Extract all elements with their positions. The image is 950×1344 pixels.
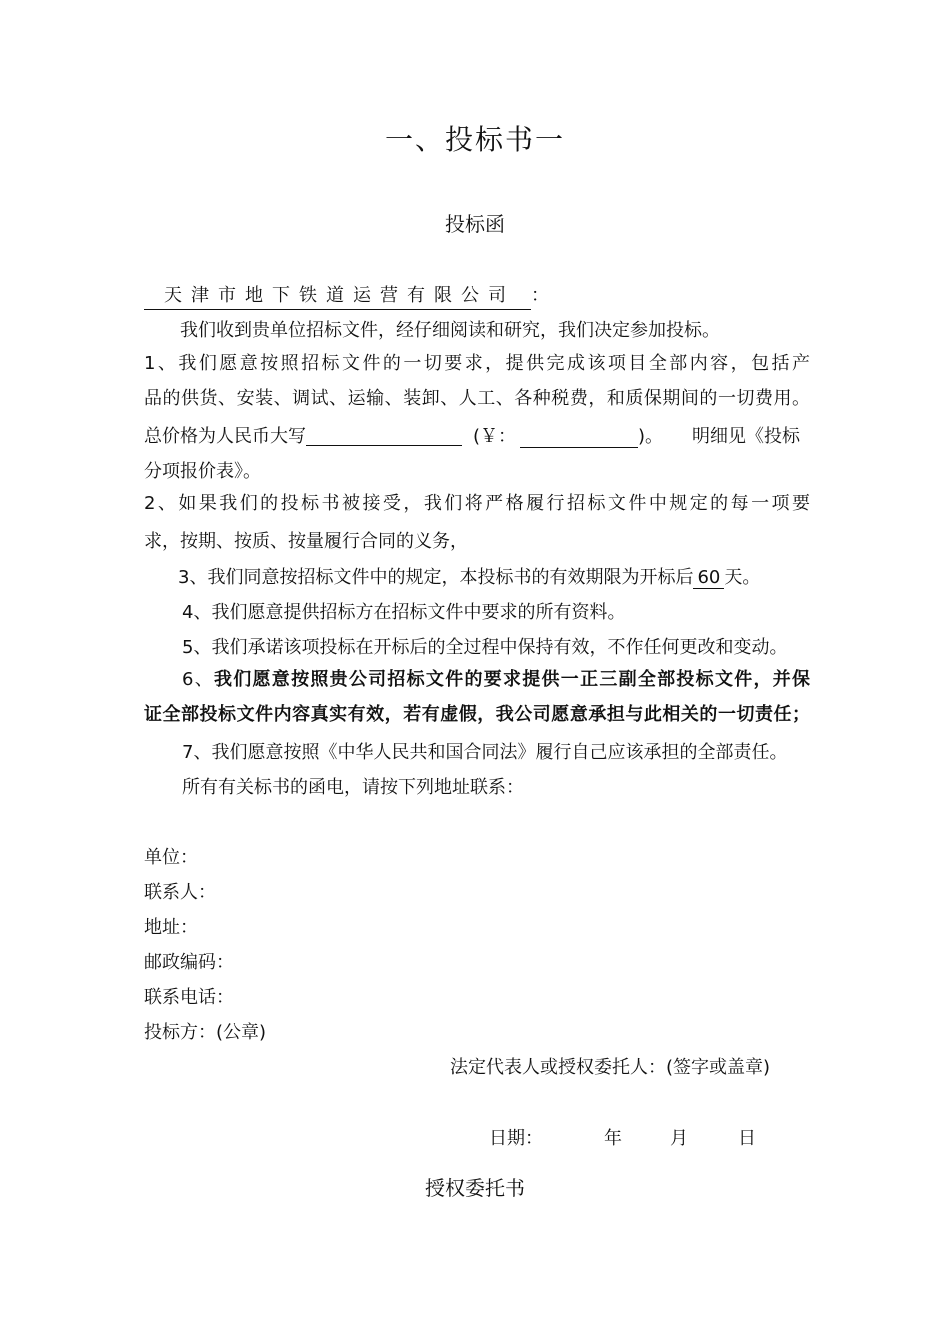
authorization-title: 授权委托书 <box>425 1176 525 1200</box>
date-month: 月 <box>670 1128 688 1149</box>
item1-line2: 品的供货、安装、调试、运输、装卸、人工、各种税费，和质保期间的一切费用。 <box>144 388 810 409</box>
signature-line: 法定代表人或授权委托人：(签字或盖章) <box>450 1057 771 1078</box>
item1-line4: 分项报价表》。 <box>144 461 261 482</box>
addressee-line <box>144 281 549 310</box>
date-year: 年 <box>604 1128 622 1149</box>
field-unit: 单位： <box>144 847 198 868</box>
addressee-name: 天津市地下铁道运营有限公司 <box>144 281 531 310</box>
item1-line3 <box>144 422 462 448</box>
price-figures <box>473 422 516 448</box>
item6-line1 <box>182 662 810 697</box>
item3-line <box>178 563 760 589</box>
item3-text: 3、我们同意按招标文件中的规定，本投标书的有效期限为开标后 <box>178 567 694 588</box>
field-postcode: 邮政编码： <box>144 952 234 973</box>
validity-days: 60 <box>693 567 724 589</box>
item6-line2: 证全部投标文件内容真实有效，若有虚假，我公司愿意承担与此相关的一切责任； <box>144 704 810 725</box>
price-figures-blank <box>520 426 638 448</box>
detail-reference: 明细见《投标 <box>692 426 800 447</box>
page-title: 一、投标书一 <box>384 123 565 156</box>
item2-line2: 求，按期、按质、按量履行合同的义务， <box>144 531 468 552</box>
field-bidder-seal: 投标方：(公章) <box>144 1022 267 1043</box>
price-label: 总价格为人民币大写 <box>144 426 306 447</box>
contact-intro: 所有有关标书的函电，请按下列地址联系： <box>182 777 524 798</box>
price-close: )。 <box>638 426 664 447</box>
intro-paragraph: 我们收到贵单位招标文件，经仔细阅读和研究，我们决定参加投标。 <box>180 320 720 341</box>
item7-line: 7、我们愿意按照《中华人民共和国合同法》履行自己应该承担的全部责任。 <box>182 742 788 763</box>
item6-text: 我们愿意按照贵公司招标文件的要求提供一正三副全部投标文件，并保 <box>214 669 811 690</box>
field-phone: 联系电话： <box>144 987 234 1008</box>
item2-line1: 2、如果我们的投标书被接受，我们将严格履行招标文件中规定的每一项要 <box>144 493 810 514</box>
date-label: 日期： <box>489 1128 543 1149</box>
item5-line: 5、我们承诺该项投标在开标后的全过程中保持有效，不作任何更改和变动。 <box>182 637 788 658</box>
field-address: 地址： <box>144 917 198 938</box>
field-contact-person: 联系人： <box>144 882 216 903</box>
addressee-colon: ： <box>531 285 549 306</box>
price-figure-label: (￥： <box>473 426 517 447</box>
item1-line1: 1、我们愿意按照招标文件的一切要求，提供完成该项目全部内容，包括产 <box>144 353 810 374</box>
item3-unit: 天。 <box>724 567 761 588</box>
date-day: 日 <box>738 1128 756 1149</box>
price-words-blank <box>306 425 462 446</box>
item6-number: 6、 <box>182 669 214 690</box>
item4-line: 4、我们愿意提供招标方在招标文件中要求的所有资料。 <box>182 602 626 623</box>
letter-subtitle: 投标函 <box>445 212 505 236</box>
